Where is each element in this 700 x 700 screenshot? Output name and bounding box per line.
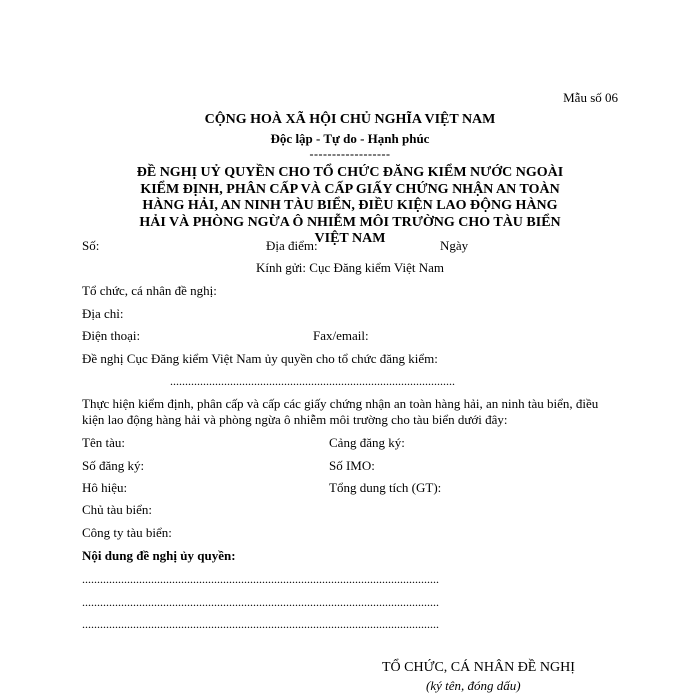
content-dots-line: ....................................................................................................................... [82,595,439,609]
organization-dots: ............................................................................................... [170,374,455,388]
form-number: Mẫu số 06 [563,90,618,105]
national-motto: Độc lập - Tự do - Hạnh phúc [270,131,430,146]
ship-name-field: Tên tàu: [82,435,125,450]
gross-tonnage-field: Tổng dung tích (GT): [329,480,442,495]
call-sign-field: Hô hiệu: [82,480,128,495]
content-dots-line: ....................................................................................................................... [82,617,439,631]
number-label: Số: [82,238,100,253]
port-of-registry-field: Cảng đăng ký: [329,435,405,450]
ship-company-field: Công ty tàu biển: [82,525,172,540]
imo-number-field: Số IMO: [329,458,375,473]
phone-field: Điện thoại: [82,328,141,343]
ship-owner-field: Chủ tàu biển: [82,502,153,517]
place-label: Địa điểm: [266,238,318,253]
header-separator: ------------------ [309,147,391,161]
address-field: Địa chỉ: [82,306,124,321]
date-label: Ngày [440,238,469,253]
nation-title: CỘNG HOÀ XÃ HỘI CHỦ NGHĨA VIỆT NAM [204,112,496,127]
registration-number-field: Số đăng ký: [82,458,145,473]
purpose-paragraph: Thực hiện kiểm định, phân cấp và cấp các giấy chứng nhận an toàn hàng hải, an ninh tàu biển, điều kiện lao động hàng hải và phòng ngừa ô nhiễm môi trường cho tàu biển dưới đây: [82,396,599,427]
recipient-line: Kính gửi: Cục Đăng kiểm Việt Nam [256,260,444,275]
fax-email-field: Fax/email: [313,328,369,343]
content-dots-line: ....................................................................................................................... [82,572,439,586]
document-title: ĐỀ NGHỊ UỶ QUYỀN CHO TỔ CHỨC ĐĂNG KIỂM NƯỚC NGOÀI KIỂM ĐỊNH, PHÂN CẤP VÀ CẤP GIẤY CHỨNG NHẬN AN TOÀN HÀNG HẢI, AN NINH TÀU BIỂN, ĐIỀU KIỆN LAO ĐỘNG HÀNG HẢI VÀ PHÒNG NGỪA Ô NHIỄM MÔI TRƯỜNG CHO TÀU BIỂN VIỆT NAM [136,165,564,246]
content-heading: Nội dung đề nghị ủy quyền: [82,548,236,563]
requester-field: Tổ chức, cá nhân đề nghị: [82,283,217,298]
signature-note: (ký tên, đóng dấu) [426,678,521,693]
signature-title: TỔ CHỨC, CÁ NHÂN ĐỀ NGHỊ [382,660,575,675]
request-line: Đề nghị Cục Đăng kiểm Việt Nam ủy quyền cho tổ chức đăng kiểm: [82,351,438,366]
